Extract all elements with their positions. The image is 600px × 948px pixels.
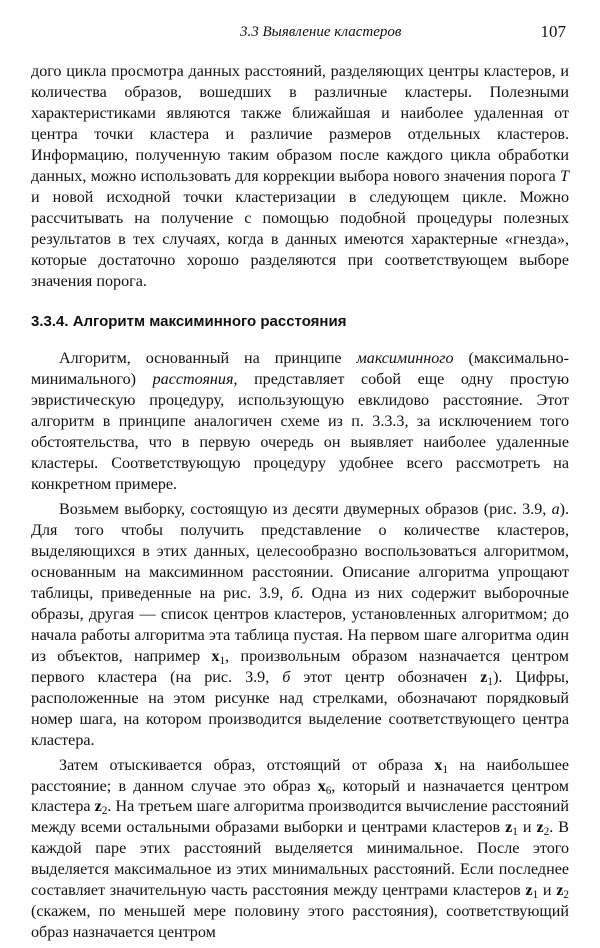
subscript: 1: [512, 826, 518, 839]
paragraph: [31, 756, 569, 945]
text-run: на наибольшее расстояние; в данном случае это образ: [31, 756, 569, 795]
text-run: , произвольным образом назначается центром первого кластера (на рис. 3.9,: [31, 647, 569, 686]
subscript: 1: [219, 654, 226, 667]
subscript: 2: [543, 826, 550, 839]
emphasis-text: б: [291, 584, 300, 602]
emphasis-text: б: [282, 668, 291, 686]
page-header: [30, 22, 570, 46]
text-run: ). Цифры, расположенные на этом рисунке над стрелками, обозначают порядковый номер шага, на котором производится выделение соответствующего центра кластера.: [31, 668, 570, 749]
text-run: и: [538, 882, 557, 900]
emphasis-text: z: [556, 882, 564, 900]
text-run: Затем отыскивается образ, отстоящий от образа: [59, 756, 435, 774]
emphasis-text: T: [560, 167, 569, 185]
section-heading: [31, 312, 569, 333]
emphasis-text: x: [317, 777, 326, 795]
running-title: 3.3 Выявление кластеров: [240, 24, 402, 40]
emphasis-text: z: [94, 798, 102, 816]
emphasis-text: x: [211, 647, 220, 665]
text-run: Возьмем выборку, состоящую из десяти двумерных образов (рис. 3.9,: [59, 501, 552, 519]
emphasis-text: z: [480, 668, 488, 686]
paragraph: [31, 62, 569, 292]
text-run: . Одна из них содержит выборочные образы, другая — список центров кластеров, установленных алгоритмом; до начала работы алгоритма эта таблица пустая. На первом шаге алгоритма один из объектов, например: [31, 584, 569, 665]
paragraph: [31, 349, 569, 496]
text-run: (максимально-минимального): [31, 350, 570, 389]
text-run: 3.3.4. Алгоритм максиминного расстояния: [31, 313, 347, 331]
subscript: 1: [487, 675, 494, 688]
emphasis-text: x: [434, 756, 443, 774]
text-run: этот центр обозначен: [290, 668, 481, 686]
subscript: 2: [563, 889, 569, 902]
text-run: (скажем, по меньшей мере половину этого расстояния), соответствующий образ назначается центром: [31, 903, 569, 942]
text-run: , представляет собой еще одну простую эвристическую процедуру, использующую евклидово расстояние. Этот алгоритм в принципе аналогичен схеме из п. 3.3.3, за исключением того обстоятельства, что в первую очередь он выявляет наиболее удаленные кластеры. Соответствующую процедуру удобнее всего рассмотреть на конкретном примере.: [31, 371, 569, 494]
emphasis-text: z: [536, 819, 544, 837]
text-run: дого цикла просмотра данных расстояний, разделяющих центры кластеров, и количества образов, вошедших в различные кластеры. Полезными характеристиками являются также ближайшая и наиболее удаленная от центра точки кластера и различие размеров отдельных кластеров. Информацию, полученную таким образом после каждого цикла обработки данных, можно использовать для коррекции выбора нового значения порога: [31, 63, 569, 185]
text-run: . На третьем шаге алгоритма производится вычисление расстояний между всеми остальными образами выборки и центрами кластеров: [31, 798, 569, 837]
text-run: и: [517, 819, 537, 837]
subscript: 2: [101, 805, 108, 818]
subscript: 6: [325, 784, 332, 797]
paragraph: [31, 500, 569, 751]
text-run: и новой исходной точки кластеризации в следующем цикле. Можно рассчитывать на получение с помощью подобной процедуры полезных результатов в тех случаях, когда в данных имеются характерные «гнезда», которые достаточно хорошо разделяются при соответствующем выборе значения порога.: [31, 188, 569, 290]
page-number: 107: [540, 22, 566, 41]
text-run: ). Для того чтобы получить представление о количестве кластеров, выделяющихся в этих данных, целесообразно воспользоваться алгоритмом, основанным на максиминном расстоянии. Описание алгоритма упрощают таблицы, приведенные на рис. 3.9,: [31, 501, 569, 602]
subscript: 1: [442, 763, 449, 776]
emphasis-text: z: [505, 819, 513, 837]
emphasis-text: а: [551, 501, 560, 519]
text-run: Алгоритм, основанный на принципе: [59, 350, 357, 368]
text-run: , который и назначается центром кластера: [31, 777, 569, 816]
emphasis-text: расстояния: [152, 371, 234, 389]
emphasis-text: максиминного: [356, 350, 454, 368]
subscript: 1: [532, 889, 539, 902]
body-text: [31, 62, 569, 948]
emphasis-text: z: [525, 882, 533, 900]
text-run: . В каждой паре этих расстояний выделяется минимальное. После этого выделяется максимальное из этих минимальных расстояний. Если последнее составляет значительную часть расстояния между центрами кластеров: [31, 819, 569, 900]
